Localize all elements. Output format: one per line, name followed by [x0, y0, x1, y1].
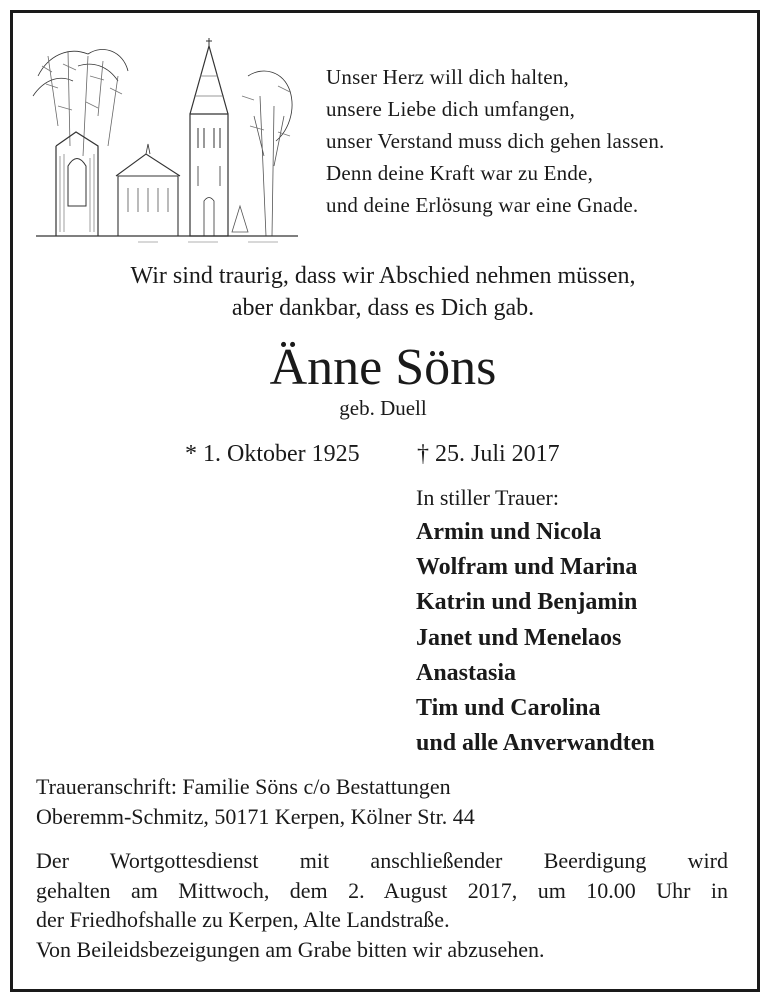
intro-line: aber dankbar, dass es Dich gab.	[231, 295, 535, 321]
service-info	[36, 846, 728, 964]
mourning-address	[36, 772, 475, 832]
service-line: Von Beileidsbezeigungen am Grabe bitten wir abzusehen.	[36, 936, 545, 962]
service-line: Der Wortgottesdienst mit anschließender Beerdigung wird	[36, 848, 728, 873]
mourner-name: Wolfram und Marina	[416, 554, 638, 581]
mourners-list	[416, 515, 655, 761]
birth-date: * 1. Oktober 1925	[185, 441, 360, 467]
mourners-heading: In stiller Trauer:	[416, 485, 559, 510]
deceased-name: Änne Söns	[269, 339, 497, 396]
service-line: gehalten am Mittwoch, dem 2. August 2017, um 10.00 Uhr in	[36, 877, 728, 903]
intro-text	[0, 260, 766, 324]
mourner-name: Armin und Nicola	[416, 519, 602, 545]
birth-name: geb. Duell	[339, 396, 427, 420]
address-line: Oberemm-Schmitz, 50171 Kerpen, Kölner Str. 44	[36, 804, 475, 829]
poem	[326, 61, 664, 221]
mourner-name: Katrin und Benjamin	[416, 589, 638, 616]
poem-line: Denn deine Kraft war zu Ende,	[326, 161, 594, 185]
poem-line: unser Verstand muss dich gehen lassen.	[326, 129, 665, 153]
poem-line: Unser Herz will dich halten,	[326, 65, 569, 89]
poem-line: unsere Liebe dich umfangen,	[326, 97, 576, 121]
intro-line: Wir sind traurig, dass wir Abschied nehmen müssen,	[130, 263, 636, 289]
service-line: der Friedhofshalle zu Kerpen, Alte Landstraße.	[36, 907, 450, 932]
mourner-name: Anastasia	[416, 659, 517, 686]
mourner-name: Janet und Menelaos	[416, 624, 622, 651]
address-line: Traueranschrift: Familie Söns c/o Bestattungen	[36, 774, 451, 799]
poem-line: und deine Erlösung war eine Gnade.	[326, 193, 639, 217]
mourner-name: Tim und Carolina	[416, 695, 601, 722]
mourner-name: und alle Anverwandten	[416, 730, 655, 757]
church-sketch-image	[28, 36, 300, 250]
death-date: † 25. Juli 2017	[417, 441, 560, 467]
